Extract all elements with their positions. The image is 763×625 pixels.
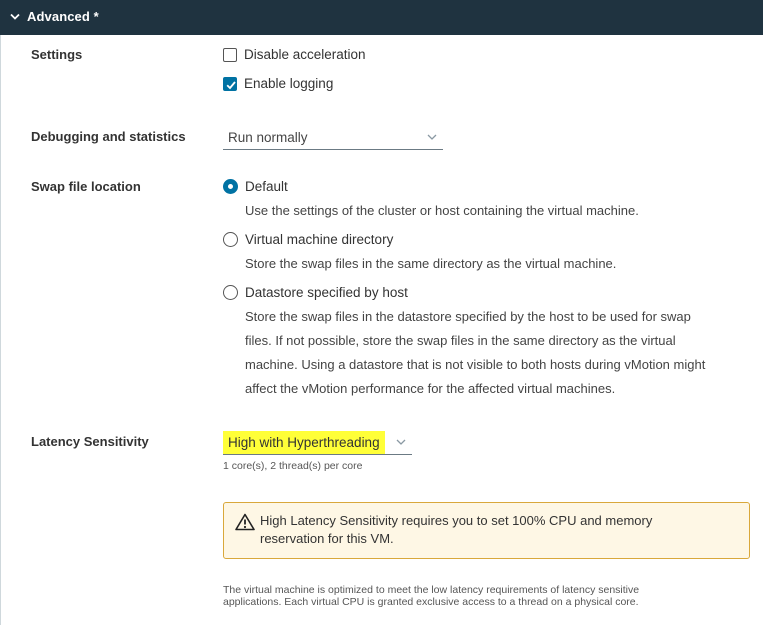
swap-option-label: Datastore specified by host [245,285,408,300]
disable-acceleration-label: Disable acceleration [244,47,366,62]
enable-logging-label: Enable logging [244,76,334,91]
chevron-down-icon [396,438,406,446]
settings-label: Settings [31,47,83,62]
description-line: machine. Using a datastore that is not visible to both hosts during vMotion might [245,357,706,372]
swap-option-default[interactable] [223,179,288,194]
warning-message [260,512,730,548]
description-line: affect the vMotion performance for the affected virtual machines. [245,381,616,396]
enable-logging-checkbox[interactable] [223,77,237,91]
latency-sensitivity-label: Latency Sensitivity [31,434,149,449]
warning-line: High Latency Sensitivity requires you to set 100% CPU and memory [260,513,653,528]
swap-option-description: Store the swap files in the same directory as the virtual machine. [245,256,617,271]
debugging-label: Debugging and statistics [31,129,186,144]
section-border [0,35,1,625]
warning-line: reservation for this VM. [260,531,394,546]
disable-acceleration-checkbox[interactable] [223,48,237,62]
swap-option-description: Use the settings of the cluster or host containing the virtual machine. [245,203,639,218]
latency-select-value: High with Hyperthreading [223,431,385,454]
help-line: applications. Each virtual CPU is granted exclusive access to a thread on a physical core. [223,596,639,608]
advanced-section-header[interactable] [0,0,763,35]
swap-option-description [245,305,705,401]
swap-datastore-radio[interactable] [223,285,238,300]
enable-logging-option[interactable] [223,76,333,91]
description-line: files. If not possible, store the swap files in the same directory as the virtual [245,333,676,348]
section-title: Advanced * [27,9,99,24]
debugging-select[interactable] [223,126,443,150]
debugging-select-value: Run normally [228,130,308,145]
latency-help-text [223,584,743,608]
description-line: Store the swap files in the datastore specified by the host to be used for swap [245,309,691,324]
chevron-down-icon [427,133,437,141]
help-line: The virtual machine is optimized to meet the low latency requirements of latency sensitive [223,584,640,596]
swap-option-datastore[interactable] [223,285,408,300]
swap-option-vm-directory[interactable] [223,232,393,247]
checkmark-icon [225,79,237,91]
core-thread-info: 1 core(s), 2 thread(s) per core [223,460,363,472]
swap-default-radio[interactable] [223,179,238,194]
warning-icon [235,513,255,531]
latency-sensitivity-select[interactable] [223,431,412,455]
disable-acceleration-option[interactable] [223,47,366,62]
chevron-down-icon [8,11,22,23]
warning-alert [223,502,750,559]
swap-vm-directory-radio[interactable] [223,232,238,247]
swap-option-label: Default [245,179,288,194]
swap-option-label: Virtual machine directory [245,232,394,247]
swap-file-location-label: Swap file location [31,179,141,194]
